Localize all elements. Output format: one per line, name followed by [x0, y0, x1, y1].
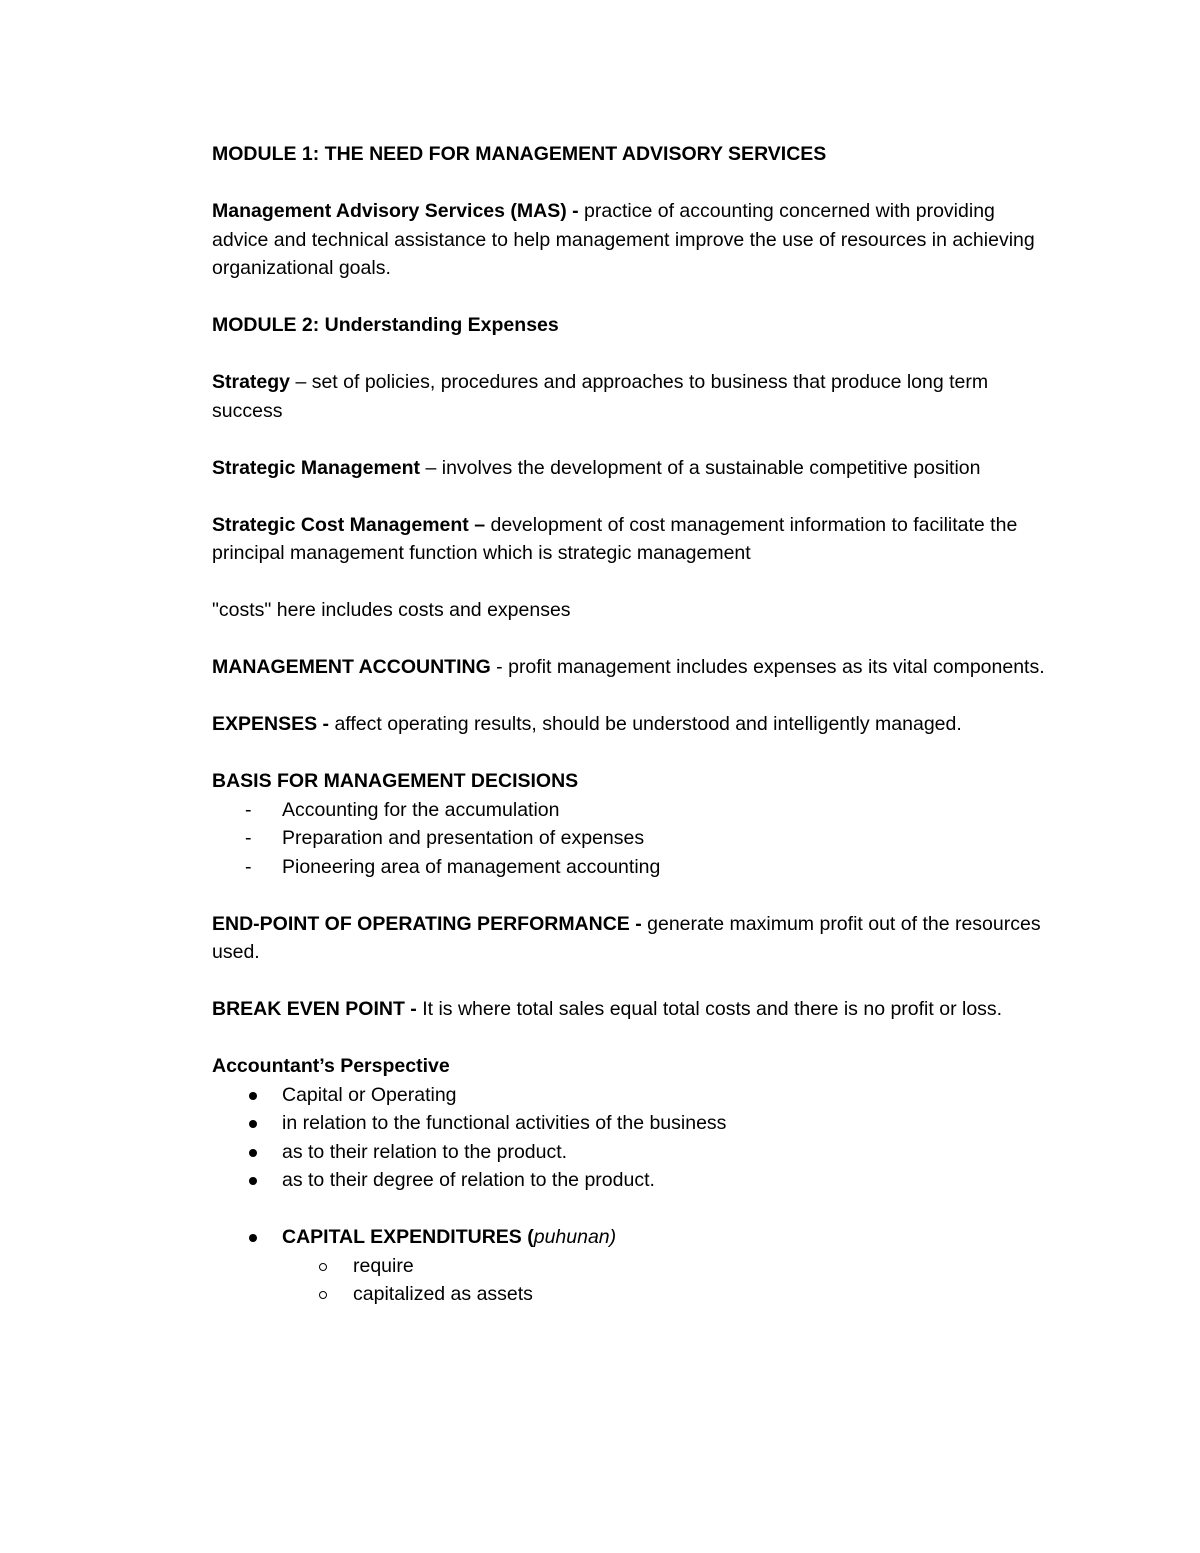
strategic-management-term: Strategic Management: [212, 456, 421, 479]
bullet-icon: [249, 1149, 257, 1157]
costs-note: "costs" here includes costs and expenses: [212, 599, 571, 621]
capex-term: CAPITAL EXPENDITURES (: [282, 1226, 534, 1248]
basis-heading: BASIS FOR MANAGEMENT DECISIONS: [212, 770, 579, 792]
list-item: capitalized as assets: [212, 1280, 1052, 1309]
capex-italic: puhunan): [533, 1226, 617, 1248]
mas-definition: [212, 197, 1052, 283]
list-item: - Preparation and presentation of expenses: [212, 824, 1052, 853]
bullet-icon: [249, 1092, 257, 1100]
strategic-management-text: – involves the development of a sustainable competitive position: [420, 456, 981, 479]
management-accounting-definition: [212, 653, 1052, 682]
endpoint-text: generate maximum profit out of the resources used.: [212, 912, 1041, 963]
module-2-title: MODULE 2: Understanding Expenses: [212, 314, 559, 336]
endpoint-term: END-POINT OF OPERATING PERFORMANCE -: [212, 912, 642, 935]
list-item: - Pioneering area of management accounting: [212, 853, 1052, 882]
spacer: [212, 1195, 1052, 1224]
strategy-term: Strategy: [212, 371, 291, 393]
list-item: as to their relation to the product.: [212, 1138, 1052, 1167]
bullet-icon: [249, 1120, 257, 1128]
management-accounting-text: - profit management includes expenses as its vital components.: [490, 656, 1045, 678]
basis-list: [212, 796, 1052, 882]
strategy-text: – set of policies, procedures and approaches to business that produce long term success: [212, 371, 989, 422]
expenses-term: EXPENSES -: [212, 713, 330, 735]
capex-list: [212, 1223, 1052, 1252]
list-item: Capital or Operating: [212, 1081, 1052, 1110]
perspective-list: [212, 1081, 1052, 1195]
dash-marker: -: [245, 855, 252, 878]
module-1-title: MODULE 1: THE NEED FOR MANAGEMENT ADVISORY SERVICES: [212, 143, 827, 165]
mas-term: Management Advisory Services (MAS) -: [212, 200, 579, 222]
hollow-bullet-icon: [319, 1291, 327, 1299]
list-item: require: [212, 1252, 1052, 1281]
perspective-heading: Accountant’s Perspective: [212, 1055, 450, 1077]
expenses-text: affect operating results, should be understood and intelligently managed.: [329, 713, 962, 735]
document-page: [212, 140, 1052, 1309]
strategic-cost-management-definition: [212, 511, 1052, 568]
strategic-cost-management-term: Strategic Cost Management –: [212, 513, 486, 536]
endpoint-definition: [212, 910, 1052, 967]
dash-marker: -: [245, 798, 252, 821]
list-item: [212, 1223, 1052, 1252]
hollow-bullet-icon: [319, 1263, 327, 1271]
break-even-definition: [212, 995, 1052, 1024]
list-item: as to their degree of relation to the product.: [212, 1166, 1052, 1195]
bullet-icon: [249, 1177, 257, 1185]
list-item: - Accounting for the accumulation: [212, 796, 1052, 825]
strategic-management-definition: [212, 454, 1052, 483]
expenses-definition: [212, 710, 1052, 739]
list-item: in relation to the functional activities of the business: [212, 1109, 1052, 1138]
capex-sub-list: [212, 1252, 1052, 1309]
strategic-cost-management-text: development of cost management information to facilitate the principal management function which is strategic management: [212, 513, 1018, 564]
dash-marker: -: [245, 827, 252, 849]
mas-text: practice of accounting concerned with providing advice and technical assistance to help management improve the use of resources in achieving organizational goals.: [212, 200, 1035, 279]
break-even-term: BREAK EVEN POINT -: [212, 998, 417, 1020]
bullet-icon: [249, 1234, 257, 1242]
strategy-definition: [212, 368, 1052, 425]
spacer: [212, 881, 1052, 910]
break-even-text: It is where total sales equal total costs and there is no profit or loss.: [416, 998, 1003, 1020]
management-accounting-term: MANAGEMENT ACCOUNTING: [212, 656, 491, 678]
